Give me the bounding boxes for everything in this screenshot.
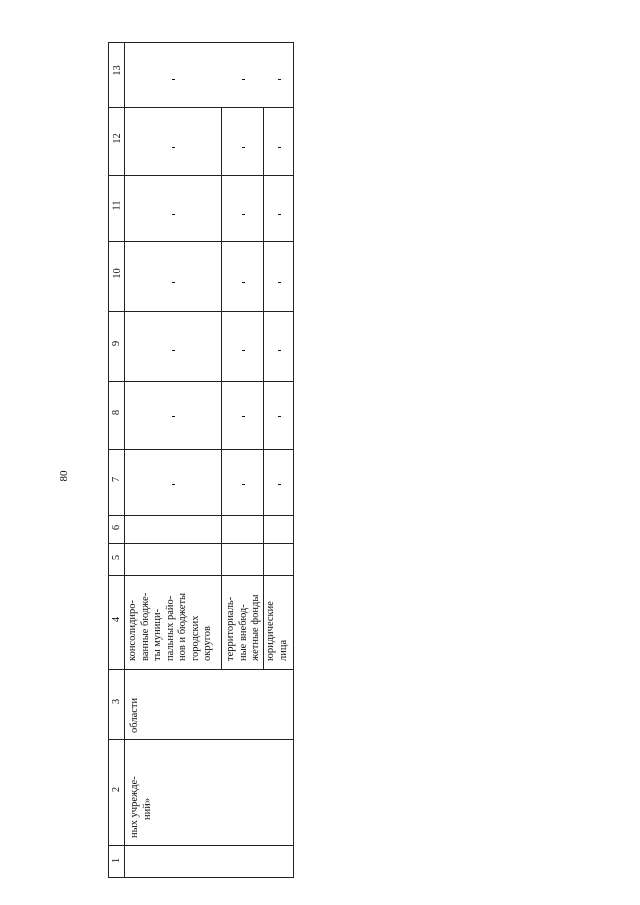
empty-value-dash	[242, 214, 245, 215]
col-header-8: 8	[111, 409, 123, 416]
empty-value-dash	[242, 484, 245, 485]
col-divider	[109, 739, 293, 740]
empty-value-dash	[242, 282, 245, 283]
empty-value-dash	[242, 416, 245, 417]
cell-col4-row2: территориаль- ные внебюд- жетные фонды	[225, 594, 261, 661]
col-header-2: 2	[111, 786, 123, 793]
cell-col2-text: ных учрежде- ний»	[129, 776, 153, 838]
col-divider	[109, 845, 293, 846]
empty-value-dash	[242, 79, 245, 80]
row-divider	[263, 107, 264, 669]
col-header-5: 5	[111, 554, 123, 561]
data-table	[108, 42, 294, 878]
empty-value-dash	[172, 282, 175, 283]
row-divider	[221, 107, 222, 669]
col-header-11: 11	[111, 200, 123, 211]
empty-value-dash	[172, 416, 175, 417]
col-header-13: 13	[111, 65, 123, 76]
empty-value-dash	[278, 416, 281, 417]
col-divider	[109, 515, 293, 516]
col-divider	[109, 669, 293, 670]
col-divider	[109, 449, 293, 450]
empty-value-dash	[278, 350, 281, 351]
cell-col4-row3: юридические лица	[265, 601, 289, 661]
empty-value-dash	[278, 282, 281, 283]
col-header-4: 4	[111, 616, 123, 623]
empty-value-dash	[172, 350, 175, 351]
col-divider	[109, 543, 293, 544]
col-header-10: 10	[111, 268, 123, 279]
empty-value-dash	[172, 79, 175, 80]
col-header-12: 12	[111, 133, 123, 144]
col-divider	[109, 381, 293, 382]
page-number: 80	[58, 470, 70, 482]
col-header-3: 3	[111, 698, 123, 705]
empty-value-dash	[278, 484, 281, 485]
empty-value-dash	[278, 214, 281, 215]
col-divider	[109, 311, 293, 312]
empty-value-dash	[172, 214, 175, 215]
empty-value-dash	[242, 350, 245, 351]
empty-value-dash	[242, 147, 245, 148]
col-divider	[109, 107, 293, 108]
empty-value-dash	[278, 147, 281, 148]
empty-value-dash	[172, 147, 175, 148]
col-header-9: 9	[111, 340, 123, 347]
col-divider	[109, 575, 293, 576]
empty-value-dash	[172, 484, 175, 485]
cell-col4-row1: консолидиро- ванные бюдже- ты муници- пальных райо- нов и бюджеты городских округов	[127, 592, 213, 661]
col-divider	[109, 241, 293, 242]
empty-value-dash	[278, 79, 281, 80]
col-header-1: 1	[111, 857, 123, 864]
col-divider	[109, 175, 293, 176]
header-row-divider	[124, 43, 125, 877]
col-header-6: 6	[111, 524, 123, 531]
cell-col3-text: области	[129, 697, 140, 733]
col-header-7: 7	[111, 476, 123, 483]
